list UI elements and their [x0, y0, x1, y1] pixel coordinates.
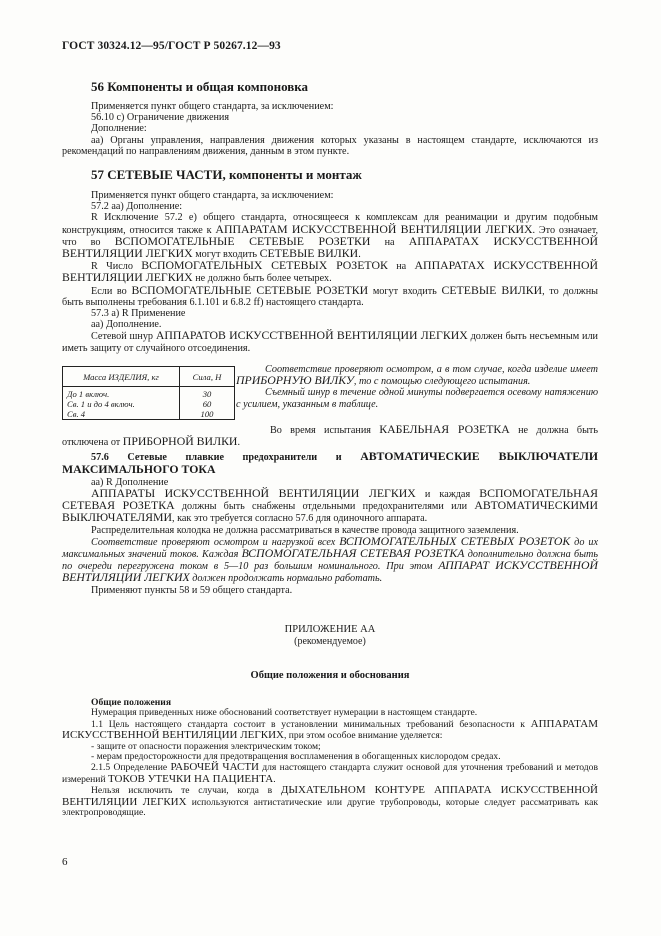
paragraph: Во время испытания КАБЕЛЬНАЯ РОЗЕТКА не должна быть отключена от ПРИБОРНОЙ ВИЛКИ. — [62, 422, 599, 449]
paragraph: 57.2 аа) Дополнение: — [91, 201, 183, 213]
annex-subtitle: (рекомендуемое) — [294, 636, 366, 647]
paragraph: R Исключение 57.2 е) общего стандарта, относящееся к комплексам для реанимации и другим подобным конструкциям, относится также к АППАРАТАМ ИСКУССТВЕННОЙ ВЕНТИЛЯЦИИ ЛЕГКИХ. Это означает, что во ВСПОМОГАТЕЛЬНЫЕ СЕТЕВЫЕ РОЗЕТКИ на АППАРАТАХ ИСКУССТВЕННОЙ ВЕНТИЛЯЦИИ ЛЕГКИХ могут входить СЕТЕВЫЕ ВИЛКИ. — [62, 212, 599, 261]
paragraph: Применяется пункт общего стандарта, за исключением: — [91, 101, 334, 112]
section-57-title: 57 СЕТЕВЫЕ ЧАСТИ, компоненты и монтаж — [91, 167, 362, 182]
paragraph: Если во ВСПОМОГАТЕЛЬНЫЕ СЕТЕВЫЕ РОЗЕТКИ могут входить СЕТЕВЫЕ ВИЛКИ, то должны быть выполнены требования 6.1.101 и 6.8.2 ff) настоящего стандарта. — [62, 282, 598, 308]
table-row: Св. 1 и до 4 включ. 60 — [63, 399, 235, 409]
paragraph: Применяют пункты 58 и 59 общего стандарта. — [91, 584, 293, 596]
paragraph: 2.1.5 Определение РАБОЧЕЙ ЧАСТИ для настоящего стандарта служит основой для уточнения требований и методов измерений ТОКОВ УТЕЧКИ НА ПАЦИЕНТА. — [62, 761, 598, 785]
running-header: ГОСТ 30324.12—95/ГОСТ Р 50267.12—93 — [62, 40, 281, 52]
section-57-continued — [62, 424, 598, 596]
annex-subheading: Общие положения — [91, 697, 172, 708]
paragraph: Нельзя исключить те случаи, когда в ДЫХАТЕЛЬНОМ КОНТУРЕ АППАРАТА ИСКУССТВЕННОЙ ВЕНТИЛЯЦИИ ЛЕГКИХ используются антистатические или другие трубопроводы, которые следует рассматривать как электропроводящие. — [62, 784, 598, 819]
section-56-title: 56 Компоненты и общая компоновка — [91, 79, 309, 94]
table-row: До 1 включ. 30 — [63, 387, 235, 400]
paragraph: 56.10 с) Ограничение движения — [91, 112, 230, 124]
paragraph: Распределительная колодка не должна рассматриваться в качестве провода защитного заземления. — [91, 524, 519, 536]
paragraph: - защите от опасности поражения электрическим током; — [91, 740, 321, 752]
paragraph: АППАРАТЫ ИСКУССТВЕННОЙ ВЕНТИЛЯЦИИ ЛЕГКИХ и каждая ВСПОМОГАТЕЛЬНАЯ СЕТЕВАЯ РОЗЕТКА должны быть снабжены отдельными предохранителями или АВТОМАТИЧЕСКИМИ ВЫКЛЮЧАТЕЛЯМИ, как это требуется согласно 57.6 для одиночного аппарата. — [62, 486, 598, 525]
paragraph: аа) Органы управления, направления движения которых указаны в настоящем стандарте, исключаются из рекомендаций по направлениям движения, данным в этом пункте. — [62, 134, 598, 157]
table-header-force: Сила, Н — [180, 367, 235, 387]
force-table — [62, 366, 235, 420]
paragraph: Дополнение: — [91, 123, 147, 135]
paragraph: Нумерация приведенных ниже обоснований соответствует нумерации в настоящем стандарте. — [91, 707, 478, 719]
annex-heading: Общие положения и обоснования — [250, 670, 410, 681]
paragraph: 57.6 Сетевые плавкие предохранители и АВТОМАТИЧЕСКИЕ ВЫКЛЮЧАТЕЛИ МАКСИМАЛЬНОГО ТОКА — [62, 449, 598, 476]
page-number: 6 — [62, 856, 68, 868]
paragraph: 1.1 Цель настоящего стандарта состоит в установлении минимальных требований безопасности к АППАРАТАМ ИСКУССТВЕННОЙ ВЕНТИЛЯЦИИ ЛЕГКИХ, при этом особое внимание уделяется: — [62, 717, 598, 742]
table-header-row — [63, 367, 235, 387]
table-header-mass: Масса ИЗДЕЛИЯ, кг — [63, 367, 180, 387]
paragraph: Соответствие проверяют осмотром, а в том случае, когда изделие имеет ПРИБОРНУЮ ВИЛКУ, то с помощью следующего испытания. — [236, 364, 598, 388]
section-57-body — [62, 190, 598, 354]
paragraph: аа) R Дополнение — [91, 476, 169, 488]
paragraph: Соответствие проверяют осмотром и нагрузкой всех ВСПОМОГАТЕЛЬНЫХ СЕТЕВЫХ РОЗЕТОК до их максимальных значений токов. Каждая ВСПОМОГАТЕЛЬНАЯ СЕТЕВАЯ РОЗЕТКА дополнительно должна быть по очереди перегружена током в 5—10 раз большим номинального. При этом АППАРАТ ИСКУССТВЕННОЙ ВЕНТИЛЯЦИИ ЛЕГКИХ должен продолжать нормально работать. — [62, 533, 598, 585]
paragraph: R Число ВСПОМОГАТЕЛЬНЫХ СЕТЕВЫХ РОЗЕТОК на АППАРАТАХ ИСКУССТВЕННОЙ ВЕНТИЛЯЦИИ ЛЕГКИХ не должно быть более четырех. — [62, 258, 599, 285]
annex-title: ПРИЛОЖЕНИЕ АА — [284, 624, 376, 635]
test-note — [236, 364, 598, 410]
paragraph: 57.3 а) R Применение — [91, 308, 186, 320]
paragraph: Сетевой шнур АППАРАТОВ ИСКУССТВЕННОЙ ВЕНТИЛЯЦИИ ЛЕГКИХ должен быть несъемным или иметь защиту от случайного отсоединения. — [62, 328, 598, 354]
paragraph: Съемный шнур в течение одной минуты подвергается осевому натяжению с усилием, указанным в таблице. — [236, 387, 598, 410]
paragraph: аа) Дополнение. — [91, 319, 162, 331]
table-row: Св. 4 100 — [63, 409, 235, 420]
paragraph: Применяется пункт общего стандарта, за исключением: — [91, 190, 334, 201]
annex-body — [62, 698, 598, 818]
section-56-body — [62, 101, 598, 157]
paragraph: - мерам предосторожности для предотвращения воспламенения в обогащенных кислородом средах. — [91, 751, 501, 763]
